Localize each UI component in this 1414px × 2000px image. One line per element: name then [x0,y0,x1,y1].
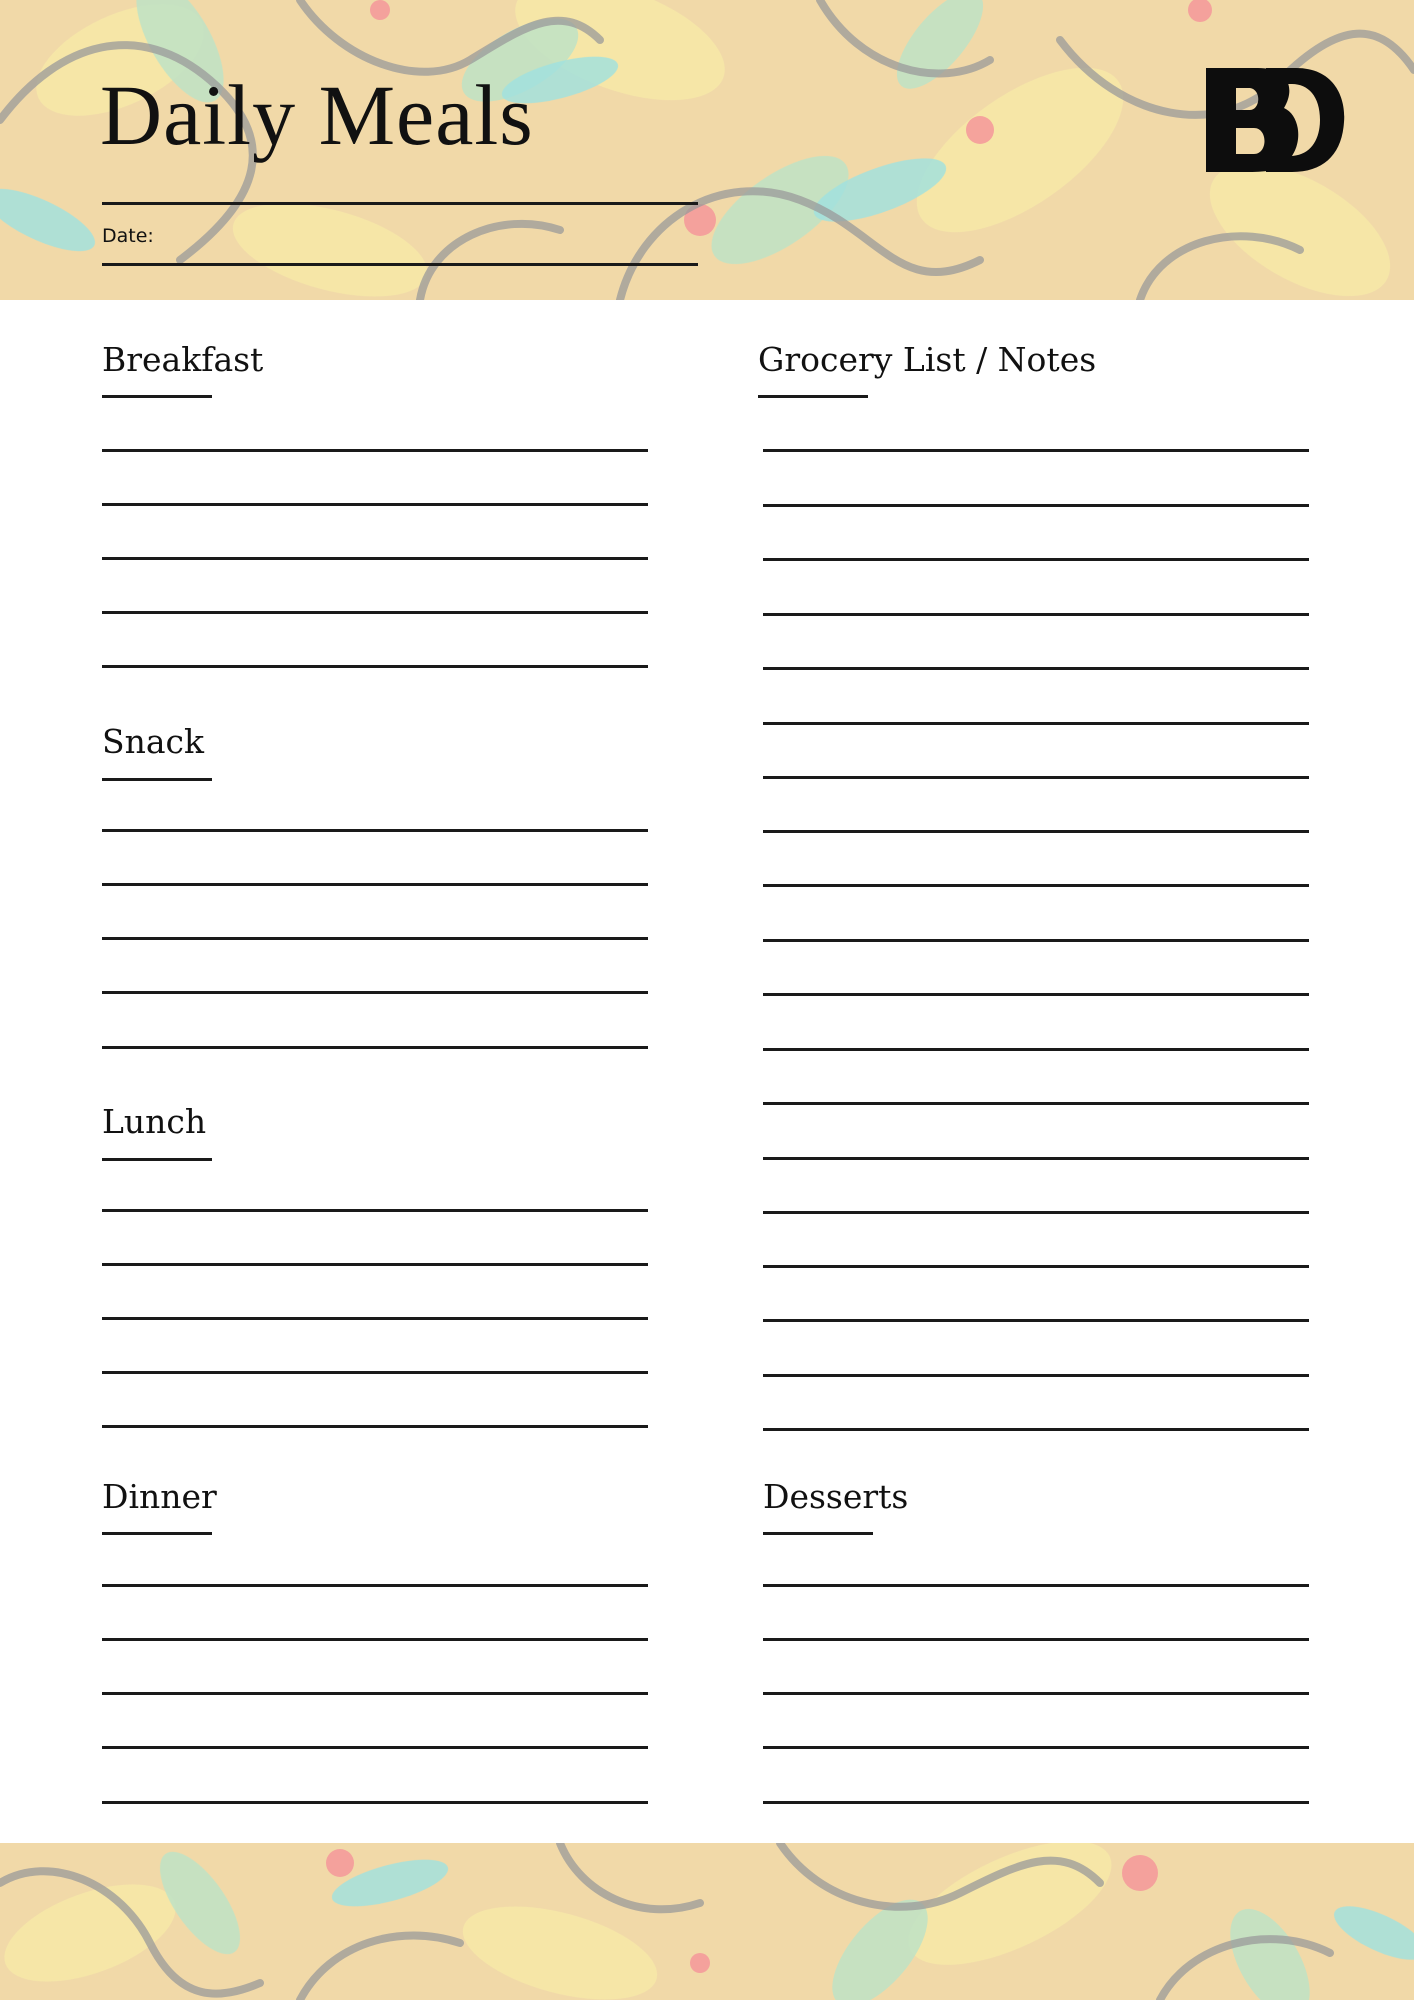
breakfast-writing-line[interactable] [102,449,648,452]
dinner-writing-line[interactable] [102,1801,648,1804]
breakfast-writing-line[interactable] [102,665,648,668]
bd-monogram-logo-icon [1200,60,1346,178]
grocery-writing-line[interactable] [763,1319,1309,1322]
date-label: Date: [102,225,154,247]
snack-writing-line[interactable] [102,991,648,994]
desserts-writing-line[interactable] [763,1584,1309,1587]
dinner-writing-line[interactable] [102,1692,648,1695]
snack-section [102,722,648,761]
date-line[interactable] [102,263,698,266]
breakfast-writing-line[interactable] [102,503,648,506]
lunch-writing-line[interactable] [102,1263,648,1266]
snack-writing-line[interactable] [102,937,648,940]
grocery-writing-line[interactable] [763,558,1309,561]
desserts-writing-line[interactable] [763,1746,1309,1749]
lunch-writing-line[interactable] [102,1425,648,1428]
floral-pattern-graphic [0,1843,1414,2000]
desserts-heading: Desserts [763,1477,909,1516]
title-divider [102,202,698,205]
grocery-writing-line[interactable] [763,1428,1309,1431]
grocery-writing-line[interactable] [763,613,1309,616]
dinner-writing-line[interactable] [102,1746,648,1749]
grocery-writing-line[interactable] [763,449,1309,452]
desserts-heading-underline [763,1532,873,1535]
breakfast-writing-line[interactable] [102,557,648,560]
dinner-section [102,1477,648,1516]
lunch-heading: Lunch [102,1102,207,1141]
desserts-writing-line[interactable] [763,1692,1309,1695]
grocery-writing-line[interactable] [763,1265,1309,1268]
grocery-writing-line[interactable] [763,1157,1309,1160]
desserts-writing-line[interactable] [763,1801,1309,1804]
snack-heading: Snack [102,722,205,761]
grocery-writing-line[interactable] [763,1211,1309,1214]
dinner-heading-underline [102,1532,212,1535]
desserts-section [763,1477,1309,1516]
dinner-writing-line[interactable] [102,1584,648,1587]
breakfast-heading: Breakfast [102,340,264,379]
desserts-writing-line[interactable] [763,1638,1309,1641]
lunch-writing-line[interactable] [102,1209,648,1212]
lunch-writing-line[interactable] [102,1317,648,1320]
grocery-writing-line[interactable] [763,884,1309,887]
lunch-writing-line[interactable] [102,1371,648,1374]
grocery-writing-line[interactable] [763,993,1309,996]
grocery-writing-line[interactable] [763,504,1309,507]
grocery-writing-line[interactable] [763,722,1309,725]
page-title: Daily Meals [100,67,534,163]
snack-writing-line[interactable] [102,883,648,886]
breakfast-section [102,340,648,379]
lunch-heading-underline [102,1158,212,1161]
grocery-writing-line[interactable] [763,1048,1309,1051]
grocery-notes-section [758,340,1308,379]
lunch-section [102,1102,648,1141]
grocery-writing-line[interactable] [763,1102,1309,1105]
grocery-writing-line[interactable] [763,830,1309,833]
dinner-writing-line[interactable] [102,1638,648,1641]
grocery-writing-line[interactable] [763,1374,1309,1377]
breakfast-writing-line[interactable] [102,611,648,614]
dinner-heading: Dinner [102,1477,217,1516]
grocery-writing-line[interactable] [763,939,1309,942]
footer-floral-banner [0,1843,1414,2000]
snack-writing-line[interactable] [102,829,648,832]
grocery-notes-heading: Grocery List / Notes [758,340,1097,379]
snack-writing-line[interactable] [102,1046,648,1049]
breakfast-heading-underline [102,395,212,398]
grocery-writing-line[interactable] [763,667,1309,670]
grocery-writing-line[interactable] [763,776,1309,779]
grocery-notes-heading-underline [758,395,868,398]
snack-heading-underline [102,778,212,781]
